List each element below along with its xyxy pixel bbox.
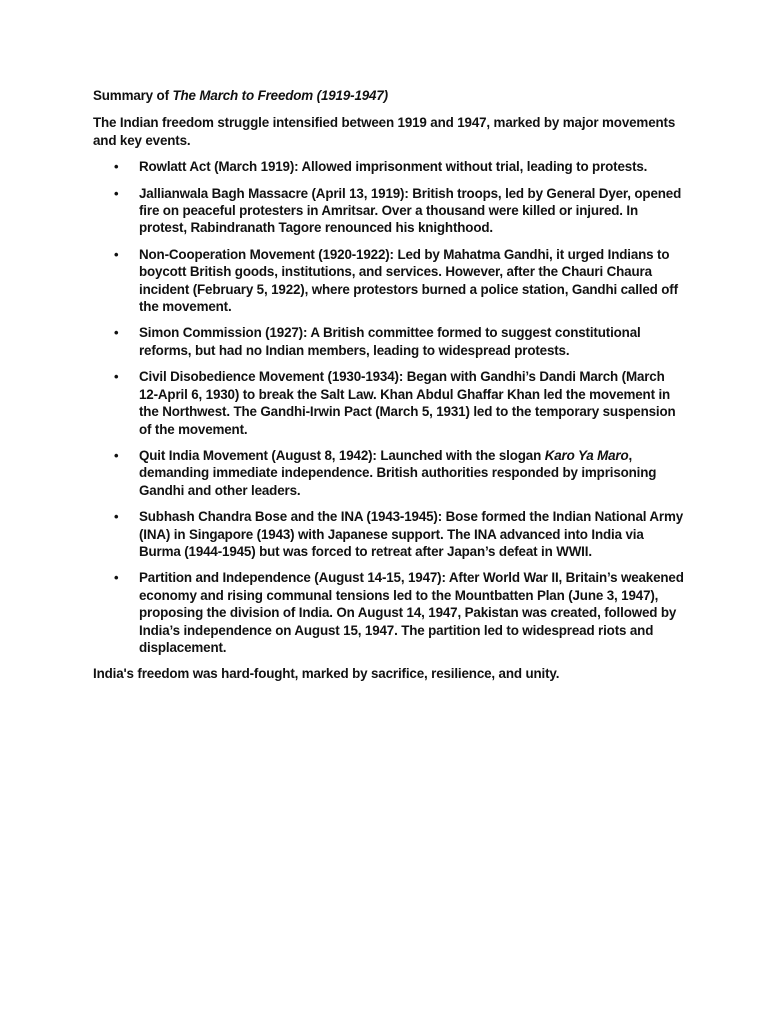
title-italic: The March to Freedom (1919-1947) — [172, 88, 388, 103]
bullet-icon: • — [114, 246, 119, 262]
event-item-civil-disobedience — [93, 368, 685, 438]
bullet-icon: • — [114, 159, 119, 175]
event-item-simon-commission — [93, 324, 685, 359]
event-item-rowlatt-act — [93, 158, 685, 175]
bullet-icon: • — [114, 325, 119, 341]
event-text: Non-Cooperation Movement (1920-1922): Led by Mahatma Gandhi, it urged Indians to boycott British goods, institutions, and services. However, after the Chauri Chaura incident (February 5, 1922), where protestors burned a police station, Gandhi called off the movement. — [139, 246, 678, 315]
event-text: Partition and Independence (August 14-15, 1947): After World War II, Britain’s weakened economy and rising communal tensions led to the Mountbatten Plan (June 3, 1947), proposing the division of India. On August 14, 1947, Pakistan was created, followed by India’s independence on August 15, 1947. The partition led to widespread riots and displacement. — [139, 570, 684, 655]
event-item-quit-india — [93, 447, 685, 499]
bullet-icon: • — [114, 447, 119, 463]
event-item-partition-independence — [93, 569, 685, 656]
event-text: Simon Commission (1927): A British committee formed to suggest constitutional reforms, but had no Indian members, leading to widespread protests. — [139, 325, 641, 358]
title-prefix: Summary of — [93, 88, 173, 103]
event-text: Subhash Chandra Bose and the INA (1943-1945): Bose formed the Indian National Army (INA) in Singapore (1943) with Japanese support. The INA advanced into India via Burma (1944-1945) but was forced to retreat after Japan’s defeat in WWII. — [139, 509, 684, 559]
closing-paragraph: India's freedom was hard-fought, marked by sacrifice, resilience, and unity. — [93, 666, 560, 682]
event-item-non-cooperation — [93, 246, 685, 316]
intro-paragraph: The Indian freedom struggle intensified between 1919 and 1947, marked by major movements and key events. — [93, 115, 676, 148]
bullet-icon: • — [114, 509, 119, 525]
event-item-subhash-bose-ina — [93, 508, 685, 560]
bullet-icon: • — [114, 570, 119, 586]
event-text: Rowlatt Act (March 1919): Allowed imprisonment without trial, leading to protests. — [139, 159, 648, 175]
event-text-after: , demanding immediate independence. British authorities responded by imprisoning Gandhi and other leaders. — [139, 447, 657, 498]
event-text: Jallianwala Bagh Massacre (April 13, 1919): British troops, led by General Dyer, opened fire on peaceful protesters in Amritsar. Over a thousand were killed or injured. In protest, Rabindranath Tagore renounced his knighthood. — [139, 185, 682, 236]
document-page — [93, 87, 685, 683]
document-title — [93, 87, 685, 104]
event-text-before: Quit India Movement (August 8, 1942): Launched with the slogan — [139, 447, 545, 463]
event-text: Civil Disobedience Movement (1930-1934): Began with Gandhi’s Dandi March (March 12-April 6, 1930) to break the Salt Law. Khan Abdul Ghaffar Khan led the movement in the Northwest. The Gandhi-Irwin Pact (March 5, 1931) led to the temporary suspension of the movement. — [139, 369, 676, 437]
events-list — [93, 158, 685, 656]
slogan-text: Karo Ya Maro — [544, 447, 629, 463]
bullet-icon: • — [114, 185, 119, 201]
event-item-jallianwala-bagh — [93, 185, 685, 237]
bullet-icon: • — [114, 369, 119, 385]
